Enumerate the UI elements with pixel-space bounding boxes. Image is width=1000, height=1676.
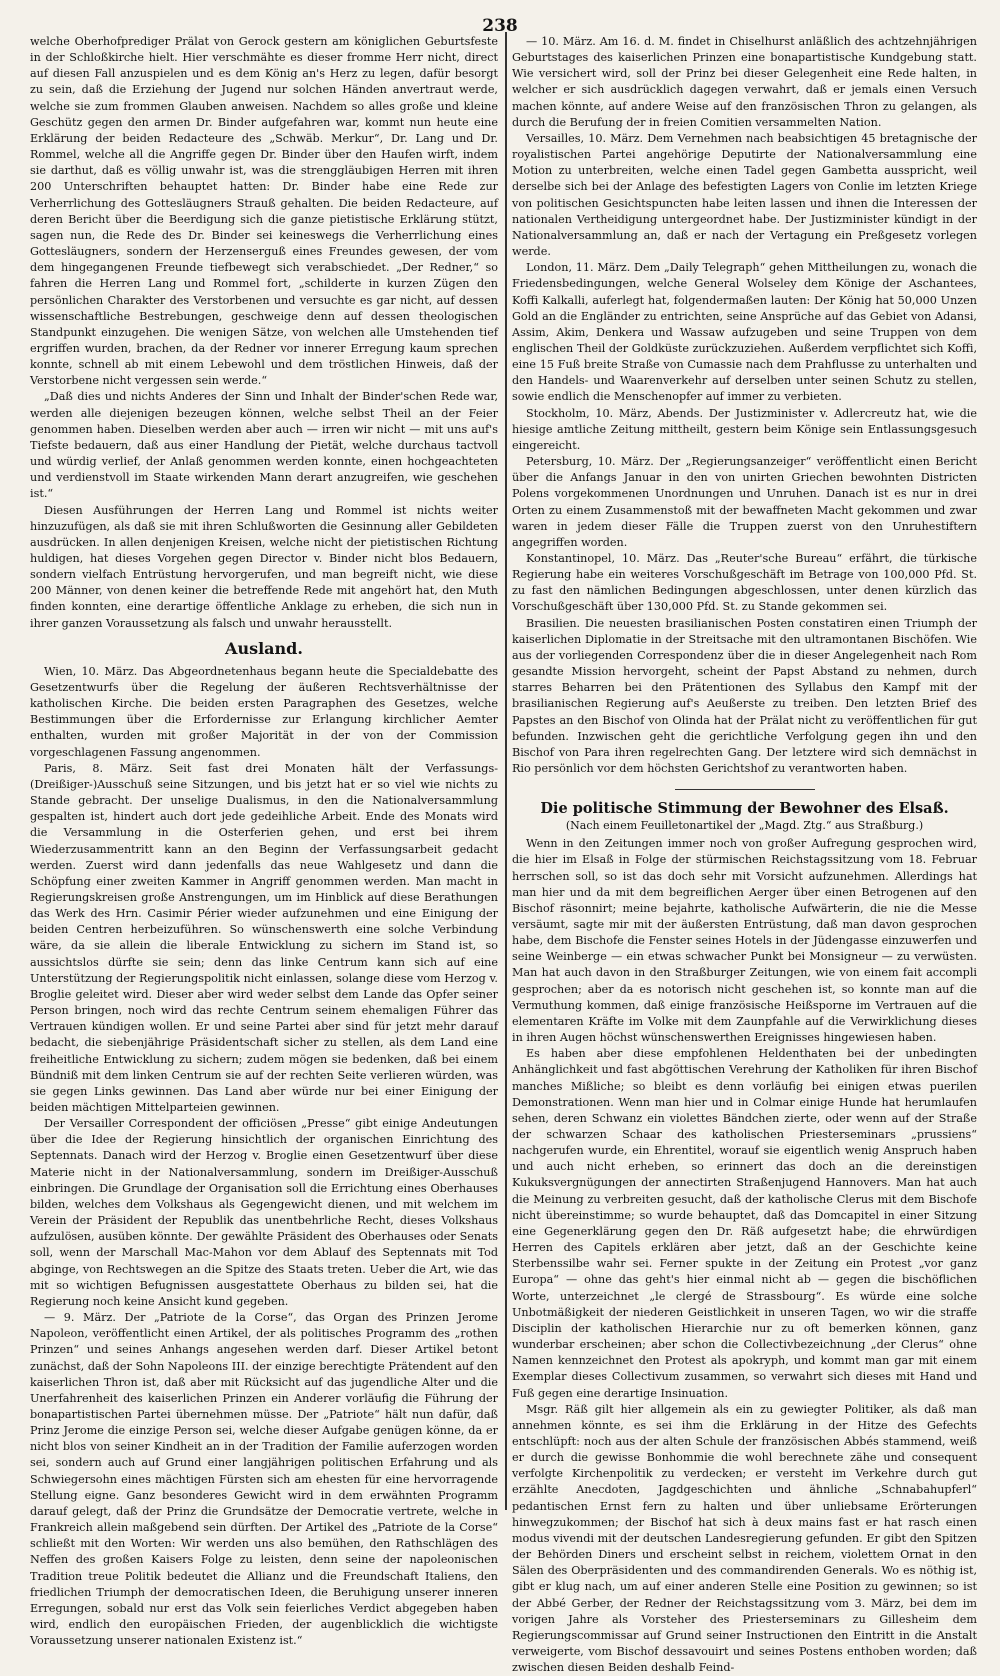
- right-paragraph-petersburg: Petersburg, 10. März. Der „Regierungsanzeiger“ veröffentlicht einen Bericht über die Anfangs Januar in den von unirten Griechen bewohnten Districten Polens vorgekommenen Unordnungen und Unruhen. Danach ist es nur in drei Orten zu einem Zusammenstoß mit der bewaffneten Macht gekommen und zwar waren in jedem dieser Fälle die Truppen zuerst von den Unruhestiftern angegriffen worden.: [512, 455, 977, 549]
- left-paragraph-paris: Paris, 8. März. Seit fast drei Monaten hält der Verfassungs-(Dreißiger-)Ausschuß seine Sitzungen, und bis jetzt hat er so viel wie nichts zu Stande gebracht. Der unselige Dualismus, in den die Nationalversammlung gespalten ist, hindert auch dort jede gedeihliche Arbeit. Ende des Monats wird die Versammlung in die Osterferien gehen, und erst bei ihrem Wiederzusammentritt kann an den Beginn der Verfassungsarbeit gedacht werden. Zuerst wird dann jedenfalls das neue Wahlgesetz und dann die Schöpfung einer zweiten Kammer in Angriff genommen werden. Man macht in Regierungskreisen große Anstrengungen, um im Hinblick auf diese Berathungen das Werk des Hrn. Casimir Périer wieder aufzunehmen und eine Einigung der beiden Centren herbeizuführen. So wünschenswerth eine solche Verbindung wäre, da sie allein die liberale Entwicklung zu sichern im Stand ist, so aussichtslos dürfte sie sein; denn das linke Centrum kann sich auf eine Unterstützung der Regierungspolitik nicht einlassen, solange diese vom Herzog v. Broglie geleitet wird. Dieser aber wird weder selbst dem Lande das Opfer seiner Person bringen, noch wird das rechte Centrum seinem ehemaligen Führer das Vertrauen kündigen wollen. Er und seine Partei aber sind für jetzt mehr darauf bedacht, die siebenjährige Präsidentschaft sicher zu stellen, als dem Land eine freiheitliche Entwicklung zu sichern; zudem mögen sie bedenken, daß bei einem Bündniß mit dem linken Centrum sie auf der rechten Seite verlieren würden, was sie gegen Links gewinnen. Das Land aber würde nur bei einer Einigung der beiden mächtigen Mittelparteien gewinnen.: [30, 761, 498, 1114]
- page-number: 238: [482, 16, 518, 36]
- article-separator: [675, 789, 815, 790]
- right-paragraph-elsass-2: Es haben aber diese empfohlenen Heldenthaten bei der unbedingten Anhänglichkeit und fast abgöttischen Verehrung der Katholiken für ihren Bischof manches Mißliche; so bleibt es denn vorläufig bei einigen etwas puerilen Demonstrationen. Wenn man hier und in Colmar einige Hunde hat herumlaufen sehen, deren Schwanz ein violettes Bändchen zierte, oder wenn auf der Straße der schwarzen Schaar des katholischen Priesterseminars „prussiens“ nachgerufen wurde, ein Ehrentitel, worauf sie eigentlich wenig Anspruch haben und auch nicht erheben, so erinnert das doch an die dereinstigen Kukuksvergnügungen der annectirten Straßenjugend Hannovers. Man hat auch die Meinung zu verbreiten gesucht, daß der katholische Clerus mit dem Bischofe nicht übereinstimme; so wurde behauptet, daß das Domcapitel in einer Sitzung eine Gegenerklärung gegen den Dr. Räß aufgesetzt habe; die ehrwürdigen Herren des Capitels erklären aber jetzt, daß an der Geschichte keine Sterbenssilbe wahr sei. Ferner spukte in der Zeitung ein Protest „vor ganz Europa“ — ohne das geht's hier einmal nicht ab — gegen die bischöflichen Worte, unterzeichnet „le clergé de Strassbourg“. Es würde eine solche Unbotmäßigkeit der niederen Geistlichkeit in unseren Tagen, wo wir die straffe Disciplin der katholischen Hierarchie nur zu oft bemerken können, ganz wunderbar erscheinen; aber schon die Collectivbezeichnung „der Clerus“ ohne Namen kennzeichnet den Protest als apokryph, und kommt man gar mit einem Exemplar dieses Collectivum zusammen, so verwahrt sich dieses mit Hand und Fuß gegen eine derartige Insinuation.: [512, 1047, 977, 1400]
- right-paragraph-brasilien: Brasilien. Die neuesten brasilianischen Posten constatiren einen Triumph der kaiserlichen Diplomatie in der Streitsache mit den ultramontanen Bischöfen. Wie aus der vorliegenden Correspondenz über die in dieser Angelegenheit nach Rom gesandte Mission hervorgeht, scheint der Papst Abstand zu nehmen, durch starres Beharren bei den Prätentionen des Syllabus den Kampf mit der brasilianischen Regierung auf's Aeußerste zu treiben. Den letzten Brief des Papstes an den Bischof von Olinda hat der Prälat nicht zu veröffentlichen für gut befunden. Inzwischen geht die gerichtliche Verfolgung gegen ihn und den Bischof von Para ihren regelrechten Gang. Der letztere wird sich demnächst in Rio persönlich vor dem höchsten Gerichtshof zu verantworten haben.: [512, 616, 977, 776]
- left-paragraph-patriote: — 9. März. Der „Patriote de la Corse“, das Organ des Prinzen Jerome Napoleon, veröffentlicht einen Artikel, der als politisches Programm des „rothen Prinzen“ und seines Anhangs angesehen werden darf. Dieser Artikel betont zunächst, daß der Sohn Napoleons III. der einzige berechtigte Prätendent auf den kaiserlichen Thron ist, daß aber mit Rücksicht auf das jugendliche Alter und die Unerfahrenheit des kaiserlichen Prinzen ein Anderer vorläufig die Führung der bonapartistischen Partei übernehmen müsse. Der „Patriote“ hält nun dafür, daß Prinz Jerome die einzige Person sei, welche dieser Aufgabe genügen könne, da er nicht blos von seiner Kindheit an in der Tradition der Familie auferzogen worden sei, sondern auch auf Grund einer langjährigen politischen Erfahrung und als Schwiegersohn eines mächtigen Fürsten sich am ehesten für eine hervorragende Stellung eigne. Ganz besonderes Gewicht wird in dem erwähnten Programm darauf gelegt, daß der Prinz die Grundsätze der Democratie vertrete, welche in Frankreich allein maßgebend sein dürften. Der Artikel des „Patriote de la Corse“ schließt mit den Worten: Wir werden uns also bemühen, den Rathschlägen des Neffen des großen Kaisers Folge zu leisten, denn seine der napoleonischen Tradition treue Politik bedeutet die Allianz und die Freundschaft Italiens, den friedlichen Triumph der democratischen Ideen, die Beruhigung unserer inneren Erregungen, sobald nur erst das Volk sein feierliches Verdict abgegeben haben wird, endlich den europäischen Frieden, der augenblicklich die wichtigste Voraussetzung unserer nationalen Existenz ist.“: [30, 1311, 498, 1648]
- article-title: Die politische Stimmung der Bewohner des Elsaß.: [540, 800, 949, 818]
- right-column: [512, 34, 977, 1675]
- right-paragraph-london: London, 11. März. Dem „Daily Telegraph“ gehen Mittheilungen zu, wonach die Friedensbedingungen, welche General Wolseley dem Könige der Aschantees, Koffi Kalkalli, auferlegt hat, folgendermaßen lauten: Der König hat 50,000 Unzen Gold an die Engländer zu entrichten, seine Ansprüche auf das Gebiet von Adansi, Assim, Akim, Denkera und Wassaw aufzugeben und seine Truppen von dem englischen Theil der Goldküste zurückzuziehen. Außerdem verpflichtet sich Koffi, eine 15 Fuß breite Straße von Cumassie nach dem Prahflusse zu unterhalten und den Handels- und Waarenverkehr auf derselben unter seinen Schutz zu stellen, sowie endlich die Menschenopfer auf immer zu verbieten.: [512, 261, 977, 404]
- right-paragraph-stockholm: Stockholm, 10. März, Abends. Der Justizminister v. Adlercreutz hat, wie die hiesige amtliche Zeitung mittheilt, gestern beim Könige sein Entlassungsgesuch eingereicht.: [512, 406, 977, 452]
- article-subtitle: (Nach einem Feuilletonartikel der „Magd. Ztg.“ aus Straßburg.): [565, 819, 924, 833]
- right-paragraph-konstantinopel: Konstantinopel, 10. März. Das „Reuter'sche Bureau“ erfährt, die türkische Regierung habe ein weiteres Vorschußgeschäft im Betrage von 100,000 Pfd. St. zu fast den nämlichen Bedingungen abgeschlossen, unter denen kürzlich das Vorschußgeschäft über 130,000 Pfd. St. zu Stande gekommen sei.: [512, 552, 977, 614]
- right-paragraph-versailles: Versailles, 10. März. Dem Vernehmen nach beabsichtigen 45 bretagnische der royalistischen Partei angehörige Deputirte der Nationalversammlung eine Motion zu unterbreiten, welche einen Tadel gegen Gambetta ausspricht, weil derselbe sich bei der Anlage des befestigten Lagers von Conlie im letzten Kriege von politischen Gesichtspuncten habe leiten lassen und ihnen die Interessen der nationalen Vertheidigung untergeordnet habe. Der Justizminister kündigt in der Nationalversammlung an, daß er nach der Vertagung ein Preßgesetz vorlegen werde.: [512, 131, 977, 259]
- left-paragraph-3: Diesen Ausführungen der Herren Lang und Rommel ist nichts weiter hinzuzufügen, als daß sie mit ihren Schlußworten die Gesinnung aller Gebildeten ausdrücken. In allen denjenigen Kreisen, welche nicht der pietistischen Richtung huldigen, hat dieses Vorgehen gegen Director v. Binder nicht blos Bedauern, sondern vielfach Entrüstung hervorgerufen, und man begreift nicht, wie diese 200 Männer, von denen keiner die betreffende Rede mit angehört hat, den Muth finden konnten, eine derartige öffentliche Anklage zu erheben, die sich nun in ihrer ganzen Voraussetzung als falsch und unwahr herausstellt.: [30, 503, 498, 630]
- right-paragraph-chiselhurst: — 10. März. Am 16. d. M. findet in Chiselhurst anläßlich des achtzehnjährigen Geburtstages des kaiserlichen Prinzen eine bonapartistische Kundgebung statt. Wie versichert wird, soll der Prinz bei dieser Gelegenheit eine Rede halten, in welcher er sich ausdrücklich dagegen verwahrt, daß er jemals einen Versuch machen könnte, auf andere Weise auf den französischen Thron zu gelangen, als durch die Berufung der in freien Comitien versammelten Nation.: [512, 35, 977, 129]
- left-paragraph-wien: Wien, 10. März. Das Abgeordnetenhaus begann heute die Specialdebatte des Gesetzentwurfs über die Regelung der äußeren Rechtsverhältnisse der katholischen Kirche. Die beiden ersten Paragraphen des Gesetzes, welche Bestimmungen über die Erfordernisse zur Erlangung kirchlicher Aemter enthalten, wurden mit großer Majorität in der von der Commission vorgeschlagenen Fassung angenommen.: [30, 664, 498, 759]
- left-column: [30, 34, 498, 1648]
- column-divider: [505, 32, 507, 1510]
- left-paragraph-2: „Daß dies und nichts Anderes der Sinn und Inhalt der Binder'schen Rede war, werden alle diejenigen bezeugen können, welche selbst Theil an der Feier genommen haben. Dieselben werden aber auch — irren wir nicht — mit uns auf's Tiefste bedauern, daß aus einer Handlung der Pietät, welche durchaus tactvoll und würdig verlief, der Anlaß genommen werden konnte, einen hochgeachteten und verdienstvoll im Staate wirkenden Mann derart anzugreifen, wie geschehen ist.“: [30, 390, 498, 501]
- section-heading-ausland: Ausland.: [225, 638, 303, 658]
- right-paragraph-elsass-3: Msgr. Räß gilt hier allgemein als ein zu gewiegter Politiker, als daß man annehmen könnte, es sei ihm die Erklärung in der Hitze des Gefechts entschlüpft: noch aus der alten Schule der französischen Abbés stammend, weiß er durch die gewisse Bonhommie die wohl berechnete zähe und consequent verfolgte Kirchenpolitik zu verdecken; er versteht im Verkehre durch gut erzählte Anecdoten, Jagdgeschichten und ähnliche „Schnabahupferl“ pedantischen Ernst fern zu halten und über unliebsame Erörterungen hinwegzukommen; der Bischof hat sich à deux mains fast er hat rasch einen modus vivendi mit der deutschen Landesregierung gefunden. Er gibt den Spitzen der Behörden Diners und erscheint selbst in reichem, violettem Ornat in den Sälen des Oberpräsidenten und des commandirenden Generals. Wo es nöthig ist, gibt er klug nach, um auf einer anderen Stelle eine Position zu gewinnen; so ist der Abbé Gerber, der Redner der Reichstagssitzung vom 3. März, bei dem im vorigen Jahre als Vorsteher des Priesterseminars zu Gillesheim dem Regierungscommissar auf Grund seiner Instructionen den Eintritt in die Anstalt verweigerte, vom Bischof dessavouirt und seines Postens enthoben worden; daß zwischen diesen Beiden deshalb Feind-: [512, 1402, 977, 1675]
- left-paragraph-presse: Der Versailler Correspondent der officiösen „Presse“ gibt einige Andeutungen über die Idee der Regierung hinsichtlich der organischen Einrichtung des Septennats. Danach wird der Herzog v. Broglie einen Gesetzentwurf über diese Materie nicht in der Nationalversammlung, sondern im Dreißiger-Ausschuß einbringen. Die Grundlage der Organisation soll die Errichtung eines Oberhauses bilden, welches dem Volkshaus als Gegengewicht dienen, und mit welchem im Verein der Präsident der Republik das unentbehrliche Recht, dieses Volkshaus aufzulösen, ausüben könnte. Der gewählte Präsident des Oberhauses oder Senats soll, wenn der Marschall Mac-Mahon vor dem Ablauf des Septennats mit Tod abginge, von Rechtswegen an die Spitze des Staats treten. Ueber die Art, wie das mit so wichtigen Befugnissen ausgestattete Oberhaus zu bilden sei, hat die Regierung noch keine Ansicht kund gegeben.: [30, 1117, 498, 1308]
- left-paragraph-1: welche Oberhofprediger Prälat von Gerock gestern am königlichen Geburtsfeste in der Schloßkirche hielt. Hier verschmähte es dieser fromme Herr nicht, direct auf diesen Fall anzuspielen und es dem König an's Herz zu legen, dafür besorgt zu sein, daß die Erziehung der Jugend nur solchen Händen anvertraut werde, welche sie zum frommen Glauben anweisen. Nachdem so alles große und kleine Geschütz gegen den armen Dr. Binder aufgefahren war, kommt nun heute eine Erklärung der beiden Redacteure des „Schwäb. Merkur“, Dr. Lang und Dr. Rommel, welche all die Angriffe gegen Dr. Binder über den Haufen wirft, indem sie darthut, daß es völlig unwahr ist, was die strenggläubigen Herren mit ihren 200 Unterschriften behauptet hatten: Dr. Binder habe eine Rede zur Verherrlichung des Gottesläugners Strauß gehalten. Die beiden Redacteure, auf deren Bericht über die Beerdigung sich die ganze pietistische Erklärung stützt, sagen nun, die Rede des Dr. Binder sei keineswegs die Verherrlichung eines Gottesläugners, sondern der Herzenserguß eines Freundes gewesen, der vom dem hingegangenen Freunde tiefbewegt sich verabschiedet. „Der Redner,“ so fahren die Herren Lang und Rommel fort, „schilderte in kurzen Zügen den persönlichen Charakter des Verstorbenen und versuchte es gar nicht, auf dessen wissenschaftliche Bestrebungen, geschweige denn auf dessen theologischen Standpunkt einzugehen. Die wenigen Sätze, von welchen alle Umstehenden tief ergriffen wurden, brachen, da der Redner vor innerer Erregung kaum sprechen konnte, schnell ab mit einem Lebewohl und dem tröstlichen Hinweis, daß der Verstorbene nicht vergessen sein werde.“: [30, 35, 498, 388]
- right-paragraph-elsass-1: Wenn in den Zeitungen immer noch von großer Aufregung gesprochen wird, die hier im Elsaß in Folge der stürmischen Reichstagssitzung vom 18. Februar herrschen soll, so ist das doch sehr mit Vorsicht aufzunehmen. Allerdings hat man hier und da mit dem begreiflichen Aerger über einen Betrogenen auf den Bischof räsonnirt; meine bejahrte, katholische Aufwärterin, die nie die Messe versäumt, sagte mir mit der äußersten Entrüstung, daß man davon gesprochen habe, dem Bischofe die Fenster seines Hotels in der Jüdengasse einzuwerfen und seine Weinberge — ein etwas schwacher Punkt bei Monsigneur — zu verwüsten. Man hat auch davon in den Straßburger Zeitungen, wie von einem fait accompli gesprochen; aber da es notorisch nicht geschehen ist, so konnte man auf die Vermuthung kommen, daß einige französische Heißsporne im Vertrauen auf die elementaren Kräfte im Volke mit dem Zaunpfahle auf die Verwirklichung dieses in ihren Augen höchst wünschenswerthen Ereignisses hingewiesen haben.: [512, 837, 977, 1045]
